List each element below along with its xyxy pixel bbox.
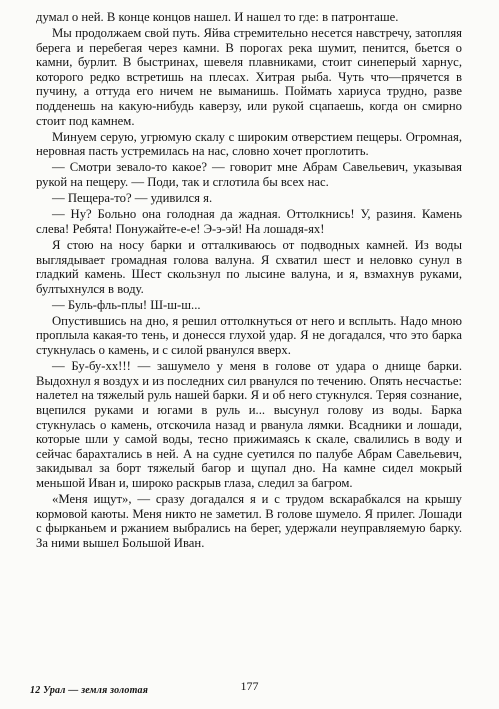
paragraph: думал о ней. В конце концов нашел. И нашел то где: в патронташе. [36, 10, 399, 24]
body-text [36, 10, 462, 552]
paragraph: — Ну? Больно она голодная да жадная. Оттолкнись! У, разиня. Камень слева! Ребята! Понужайте-е-е! Э-э-эй! На лошадя-ях! [36, 207, 462, 236]
paragraph: Минуем серую, угрюмую скалу с широким отверстием пещеры. Огромная, неровная пасть устремилась на нас, словно хочет проглотить. [36, 129, 462, 159]
paragraph: — Буль-фль-плы! Ш-ш-ш... [52, 297, 201, 312]
paragraph: — Пещера-то? — удивился я. [52, 191, 213, 206]
paragraph: — Смотри зевало-то какое? — говорит мне Абрам Савельевич, указывая рукой на пещеру. — Поди, так и сглотила бы всех нас. [36, 160, 462, 190]
page-number: 177 [240, 679, 259, 693]
paragraph: «Меня ищут», — сразу догадался я и с трудом вскарабкался на крышу кормовой каюты. Меня никто не заметил. В голове шумело. Я прилег. Лошади с фырканьем и ржанием выбрались на берег, удержали неуправляемую барку. За ними вышел Большой Иван. [36, 492, 462, 550]
paragraph: Мы продолжаем свой путь. Яйва стремительно несется навстречу, затопляя берега и перебегая через камни. В порогах река шумит, пенится, бьется о камни, бурлит. В быстринах, шевеля плавниками, стоит синеперый харнус, которого редко встретишь на плесах. Хитрая рыба. Чуть что—прячется в пучину, а оттуда его ничем не выманишь. Поймать хариуса трудно, разве подденешь на какую-нибудь каверзу, или рукой сцапаешь, когда он смирно стоит под камнем. [36, 26, 462, 128]
paragraph: Я стою на носу барки и отталкиваюсь от подводных камней. Из воды выглядывает громадная голова валуна. Я схватил шест и неловко сунул в гладкий камень. Шест скользнул по лысине валуна, и я, взмахнув руками, бултыхнулся в воду. [36, 237, 462, 296]
paragraph: — Бу-бу-хх!!! — зашумело у меня в голове от удара о днище барки. Выдохнул я воздух и из последних сил рванулся по течению. Опять несчастье: налетел на тяжелый руль нашей барки. Я и об него стукнулся. Теряя сознание, вцепился руками и югами в руль и... высунул голову из воды. Барка стукнулась о камень, отскочила назад и рванула лямки. Всадники и лошади, которые шли у самой воды, тесно прижимаясь к скале, свалились в воду и сейчас барахтались в ней. А на судне суетился по палубе Абрам Савельевич, закидывал за борт тяжелый багор и щупал дно. На камне сидел мокрый меньшой Иван и, широко раскрыв глаза, следил за багром. [36, 359, 462, 490]
printer-signature: 12 Урал — земля золотая [30, 685, 149, 696]
paragraph: Опустившись на дно, я решил оттолкнуться от него и всплыть. Надо мною проплыла какая-то тень, и донесся глухой удар. Я не догадался, что это барка стукнулась о камень, и с силой рванулся вверх. [36, 313, 462, 358]
